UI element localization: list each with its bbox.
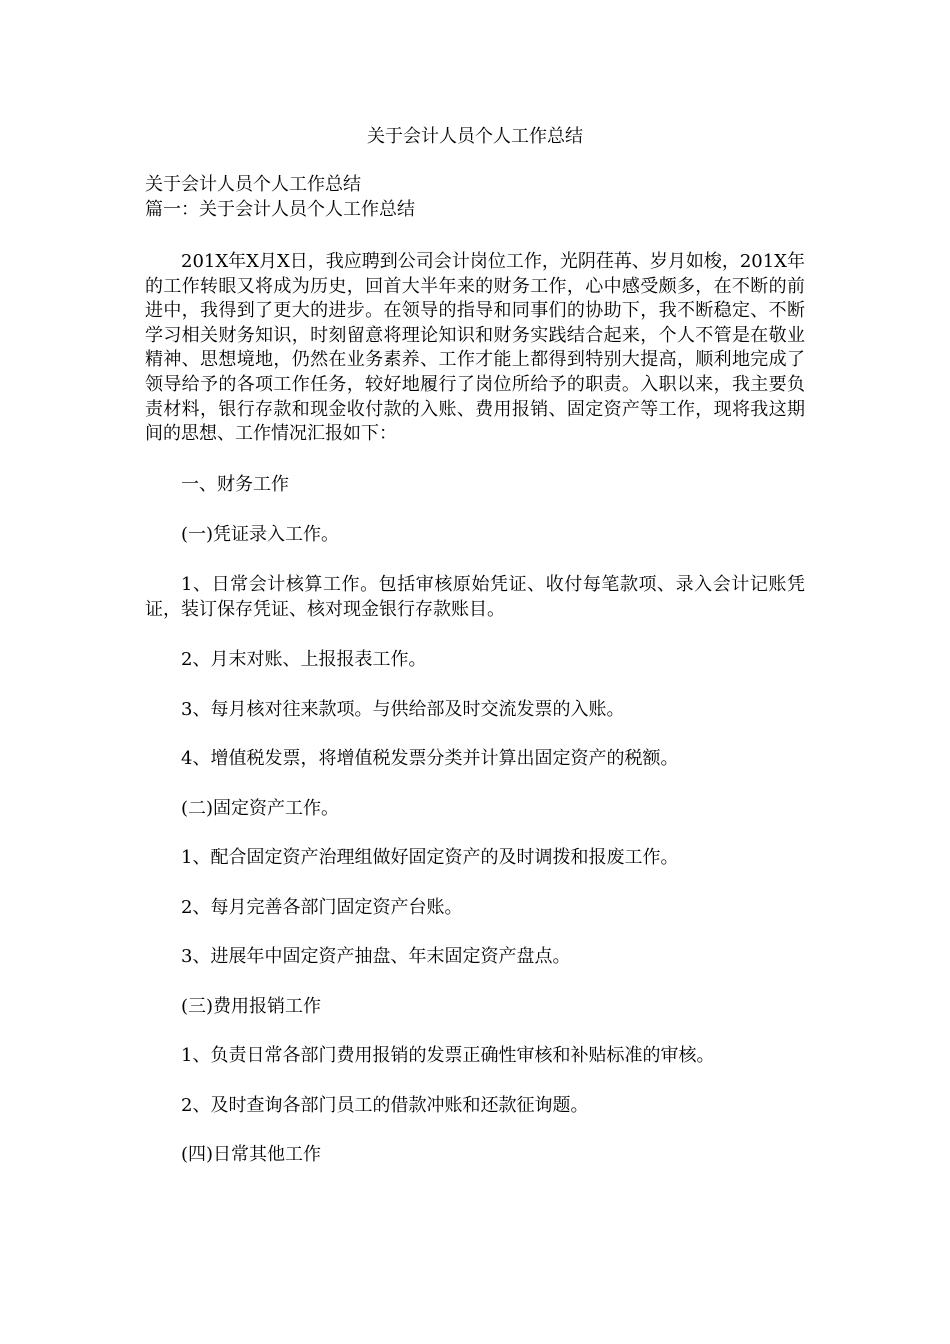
list-item: 2、每月完善各部门固定资产台账。 <box>181 897 463 918</box>
list-item: 1、日常会计核算工作。包括审核原始凭证、收付每笔款项、录入会计记账凭证，装订保存凭证、核对现金银行存款账目。 <box>145 574 805 620</box>
list-item: 3、进展年中固定资产抽盘、年末固定资产盘点。 <box>181 946 571 967</box>
list-item: 2、及时查询各部门员工的借款冲账和还款征询题。 <box>181 1095 589 1116</box>
list-item: 1、配合固定资产治理组做好固定资产的及时调拨和报废工作。 <box>181 847 679 868</box>
subsection-expenses: (三)费用报销工作 <box>181 996 322 1017</box>
list-item: 2、月末对账、上报报表工作。 <box>181 649 427 670</box>
list-item: 3、每月核对往来款项。与供给部及时交流发票的入账。 <box>181 699 625 720</box>
chapter-heading: 篇一：关于会计人员个人工作总结 <box>145 199 415 220</box>
subsection-fixed-assets: (二)固定资产工作。 <box>181 798 340 819</box>
subsection-other: (四)日常其他工作 <box>181 1144 322 1165</box>
section-heading-finance: 一、财务工作 <box>181 474 289 495</box>
subsection-voucher: (一)凭证录入工作。 <box>181 524 340 545</box>
list-item: 1、负责日常各部门费用报销的发票正确性审核和补贴标准的审核。 <box>181 1045 715 1066</box>
intro-paragraph: 201X年X月X日，我应聘到公司会计岗位工作，光阴荏苒、岁月如梭，201X年的工作转眼又将成为历史，回首大半年来的财务工作，心中感受颇多，在不断的前进中，我得到了更大的进步。在领导的指导和同事们的协助下，我不断稳定、不断学习相关财务知识，时刻留意将理论知识和财务实践结合起来，个人不管是在敬业精神、思想境地，仍然在业务素养、工作才能上都得到特别大提高，顺利地完成了领导给予的各项工作任务，较好地履行了岗位所给予的职责。入职以来，我主要负责材料，银行存款和现金收付款的入账、费用报销、固定资产等工作，现将我这期间的思想、工作情况汇报如下： <box>145 251 805 445</box>
document-subtitle: 关于会计人员个人工作总结 <box>145 174 361 195</box>
document-title: 关于会计人员个人工作总结 <box>367 126 583 147</box>
list-item: 4、增值税发票，将增值税发票分类并计算出固定资产的税额。 <box>181 748 679 769</box>
